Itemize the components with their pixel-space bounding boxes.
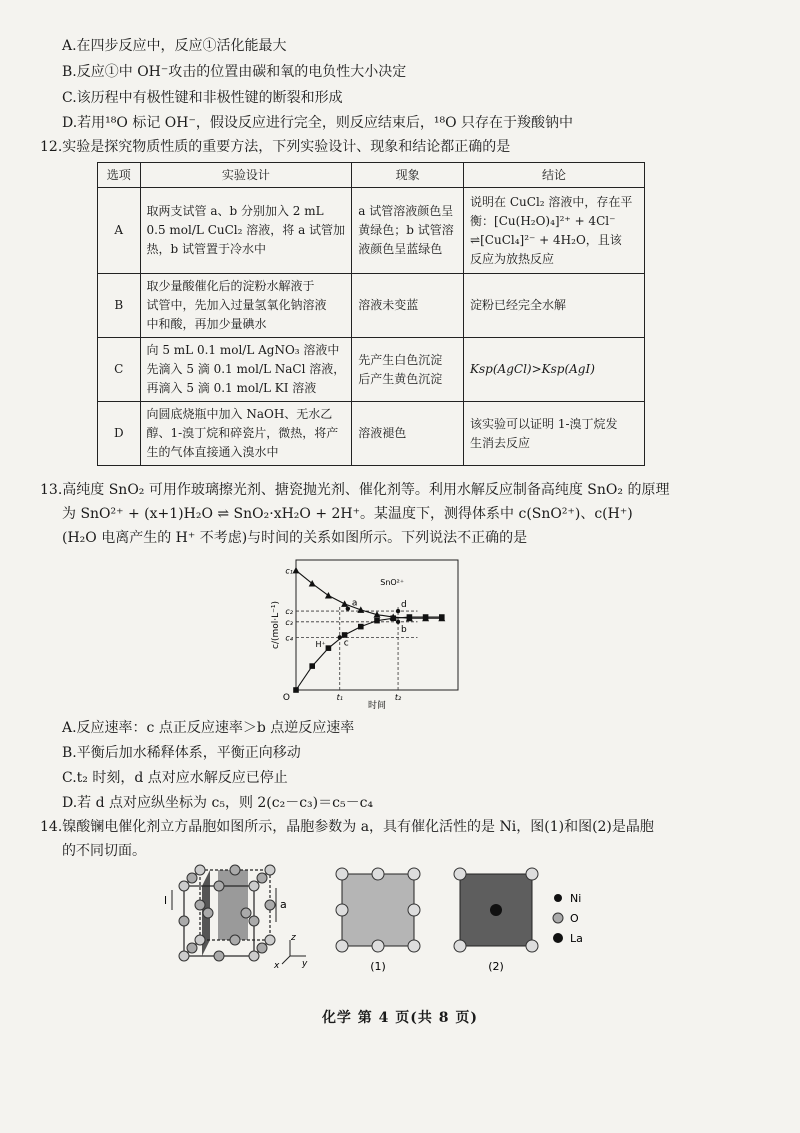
- q14-stem-line1: 14.镍酸镧电催化剂立方晶胞如图所示，晶胞参数为 a，具有催化活性的是 Ni，图(1)和图(2)是晶胞: [40, 819, 654, 835]
- point-label-c: c: [343, 638, 349, 649]
- row-phenomenon: [352, 338, 464, 402]
- row-design: [140, 274, 352, 338]
- table-row: [98, 402, 645, 466]
- label-y: y: [302, 959, 308, 969]
- series-line-h: [296, 617, 442, 690]
- q11-option-d: D.若用¹⁸O 标记 OH⁻，假设反应进行完全，则反应结束后，¹⁸O 只存在于羧酸钠中: [62, 115, 574, 131]
- header-conclusion: 结论: [464, 163, 645, 188]
- legend-ni-dot: [554, 894, 562, 902]
- point-label-a: a: [351, 598, 358, 609]
- table-row: [98, 274, 645, 338]
- data-point-sno: [341, 600, 348, 607]
- data-point-h: [439, 614, 445, 620]
- section-2-diagram: [446, 860, 546, 974]
- row-option: D: [98, 402, 141, 466]
- section-1-label: (1): [370, 960, 386, 973]
- data-point-h: [326, 645, 332, 651]
- cell-line: 溶液褪色: [358, 426, 407, 440]
- q14-stem-line2: 的不同切面。: [62, 843, 146, 859]
- point-label-d: d: [401, 600, 407, 611]
- cell-line: 取两支试管 a、b 分别加入 2 mL: [146, 204, 324, 218]
- row-option: C: [98, 338, 141, 402]
- label-a: a: [280, 898, 287, 911]
- row-conclusion: [464, 188, 645, 274]
- cell-line: 反应为放热反应: [470, 251, 555, 266]
- cell-line: 中和酸，再加少量碘水: [146, 317, 267, 331]
- series-label-h: H⁺: [315, 639, 326, 649]
- concentration-time-chart: [270, 552, 470, 710]
- data-point-h: [423, 614, 429, 620]
- legend-o-label: O: [570, 912, 579, 925]
- experiment-table: [97, 162, 645, 466]
- point-d: [396, 609, 400, 613]
- row-conclusion: [464, 338, 645, 402]
- row-phenomenon: [352, 274, 464, 338]
- chart-frame: [271, 560, 458, 710]
- row-option: B: [98, 274, 141, 338]
- chart-marks: [293, 567, 446, 693]
- label-l: l: [164, 894, 168, 907]
- data-point-sno: [325, 592, 332, 599]
- cell-line: 说明在 CuCl₂ 溶液中，存在平: [470, 194, 633, 209]
- unit-cell-diagram: [160, 860, 310, 970]
- legend-ni-label: Ni: [570, 892, 582, 905]
- q12-stem: 12.实验是探究物质性质的重要方法，下列实验设计、现象和结论都正确的是: [40, 139, 511, 155]
- row-design: [140, 402, 352, 466]
- label-z: z: [291, 933, 296, 943]
- cell-line: 热，b 试管置于冷水中: [146, 242, 267, 256]
- cell-line: 后产生黄色沉淀: [358, 371, 443, 386]
- row-option: A: [98, 188, 141, 274]
- row-design: [140, 188, 352, 274]
- cell-line: 衡：[Cu(H₂O)₄]²⁺ + 4Cl⁻: [470, 213, 616, 228]
- data-point-h: [390, 615, 396, 621]
- cell-line: ⇌[CuCl₄]²⁻ + 4H₂O，且该: [470, 232, 622, 247]
- header-design: 实验设计: [140, 163, 352, 188]
- x-tick-label: t₁: [336, 693, 343, 702]
- point-c: [338, 635, 342, 639]
- data-point-h: [309, 663, 315, 669]
- table-row: [98, 338, 645, 402]
- section-1-square: [342, 874, 414, 946]
- cell-line: 先产生白色沉淀: [358, 352, 443, 367]
- cell-line: 液颜色呈蓝绿色: [358, 242, 443, 256]
- legend-o-dot: [553, 913, 563, 923]
- point-a: [346, 606, 350, 610]
- plot-border: [296, 560, 458, 690]
- q13-option-a: A.反应速率：c 点正反应速率＞b 点逆反应速率: [62, 720, 355, 736]
- legend-la-label: La: [570, 932, 583, 945]
- data-point-h: [374, 618, 380, 624]
- q13-stem-line2: 为 SnO²⁺ + (x+1)H₂O ⇌ SnO₂·xH₂O + 2H⁺。某温度下，测得体系中 c(SnO²⁺)、c(H⁺): [62, 506, 633, 522]
- cell-line: 淀粉已经完全水解: [470, 298, 567, 312]
- cell-line: 向 5 mL 0.1 mol/L AgNO₃ 溶液中: [146, 343, 340, 357]
- cell-line: Ksp(AgCl)>Ksp(AgI): [470, 362, 595, 376]
- data-point-sno: [357, 606, 364, 613]
- series-label-sno: SnO²⁺: [380, 577, 405, 587]
- cell-line: 溶液未变蓝: [358, 298, 419, 312]
- label-x: x: [274, 961, 280, 970]
- origin-label: O: [282, 693, 290, 703]
- cell-line: 该实验可以证明 1-溴丁烷发: [470, 416, 618, 431]
- data-point-h: [293, 687, 299, 693]
- section-2-label: (2): [488, 960, 504, 973]
- row-phenomenon: [352, 402, 464, 466]
- row-phenomenon: [352, 188, 464, 274]
- cell-line: a 试管溶液颜色呈: [358, 204, 454, 218]
- cell-line: 醇、1-溴丁烷和碎瓷片，微热，将产: [146, 426, 339, 440]
- cell-line: 取少量酸催化后的淀粉水解液于: [146, 279, 315, 293]
- q11-option-c: C.该历程中有极性键和非极性键的断裂和形成: [62, 90, 343, 106]
- cell-line: 先滴入 5 滴 0.1 mol/L NaCl 溶液，: [146, 362, 346, 376]
- data-point-sno: [293, 567, 300, 574]
- row-design: [140, 338, 352, 402]
- q13-stem-line3: (H₂O 电离产生的 H⁺ 不考虑)与时间的关系如图所示。下列说法不正确的是: [62, 530, 528, 546]
- x-tick-label: t₂: [394, 693, 402, 702]
- cell-line: 再滴入 5 滴 0.1 mol/L KI 溶液: [146, 381, 317, 395]
- y-tick-label: c₃: [285, 617, 293, 627]
- header-phenomenon: 现象: [352, 163, 464, 188]
- cell-line: 试管中，先加入过量氢氧化钠溶液: [146, 298, 327, 312]
- legend-la-dot: [553, 933, 563, 943]
- section-1-diagram: [328, 860, 428, 974]
- row-conclusion: [464, 274, 645, 338]
- cell-line: 向圆底烧瓶中加入 NaOH、无水乙: [146, 407, 333, 421]
- cell-line: 生消去反应: [470, 435, 531, 450]
- atom-legend: [548, 888, 618, 952]
- x-axis-label: 时间: [367, 701, 387, 710]
- data-point-h: [358, 624, 364, 630]
- row-conclusion: [464, 402, 645, 466]
- q13-option-b: B.平衡后加水稀释体系，平衡正向移动: [62, 745, 301, 761]
- table-header-row: [98, 163, 645, 188]
- shaded-plane-1: [218, 870, 248, 940]
- cell-line: 0.5 mol/L CuCl₂ 溶液，将 a 试管加: [146, 223, 346, 237]
- y-tick-label: c₂: [285, 607, 293, 617]
- q11-option-a: A.在四步反应中，反应①活化能最大: [62, 38, 287, 54]
- header-option: 选项: [98, 163, 141, 188]
- y-axis-label: c/(mol·L⁻¹): [271, 600, 281, 650]
- q13-option-d: D.若 d 点对应纵坐标为 c₅，则 2(c₂－c₃)＝c₅－c₄: [62, 795, 374, 811]
- y-tick-label: c₁: [285, 566, 293, 576]
- q13-option-c: C.t₂ 时刻，d 点对应水解反应已停止: [62, 770, 288, 786]
- data-point-h: [407, 614, 413, 620]
- center-ni-atom: [490, 904, 502, 916]
- cell-line: 生的气体直接通入溴水中: [146, 445, 279, 459]
- y-tick-label: c₄: [285, 633, 293, 643]
- q11-option-b: B.反应①中 OH⁻攻击的位置由碳和氧的电负性大小决定: [62, 64, 407, 80]
- data-point-h: [342, 632, 348, 638]
- q13-stem-line1: 13.高纯度 SnO₂ 可用作玻璃擦光剂、搪瓷抛光剂、催化剂等。利用水解反应制备高纯度 SnO₂ 的原理: [40, 482, 670, 498]
- point-b: [396, 620, 400, 624]
- table-row: [98, 188, 645, 274]
- page-footer: 化学 第 4 页(共 8 页): [321, 1010, 479, 1026]
- point-label-b: b: [401, 624, 407, 635]
- cell-line: 黄绿色；b 试管溶: [358, 223, 454, 237]
